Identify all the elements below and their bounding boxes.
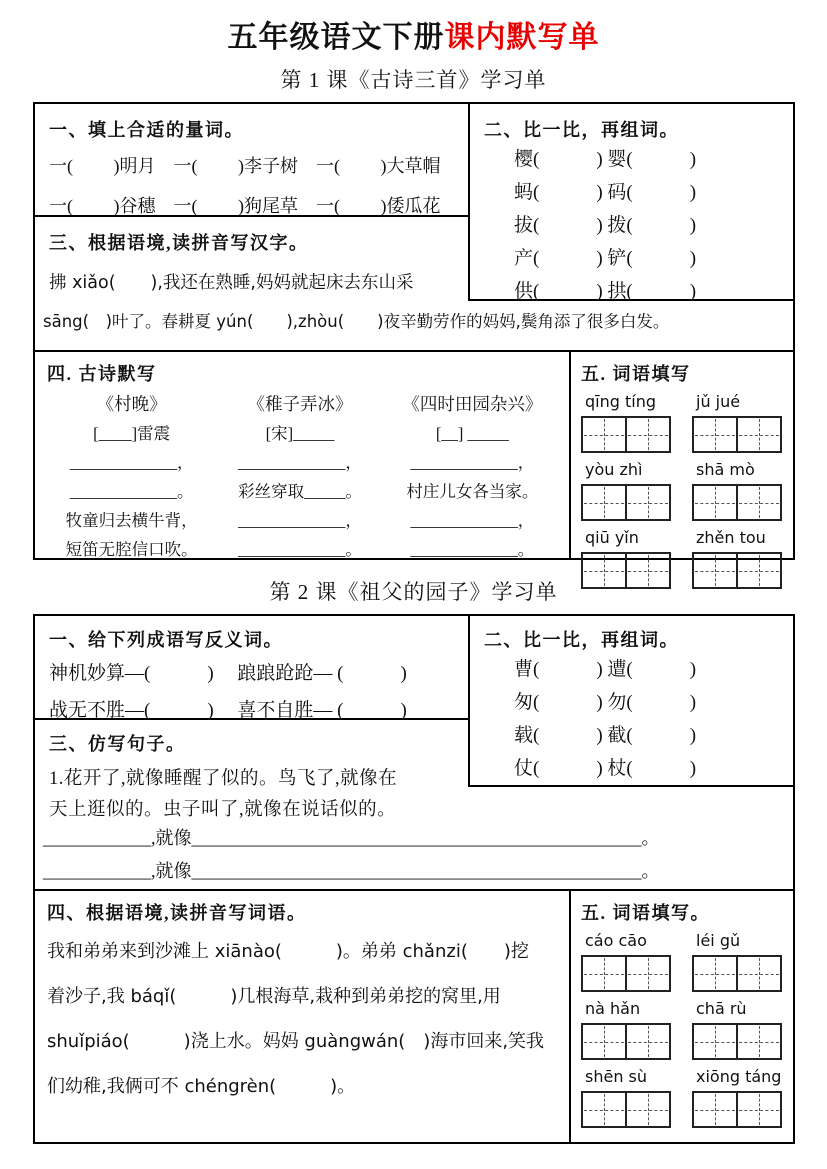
word-pinyin: zhěn tou	[696, 528, 766, 547]
character-writing-boxes	[692, 1023, 787, 1060]
page-title-red: 课内默写单	[444, 21, 600, 54]
word-pinyin: xiōng táng	[696, 1067, 782, 1086]
character-writing-boxes	[581, 484, 676, 521]
word-pair-line: 曹( ) 遭( )	[514, 659, 697, 680]
word-pinyin: qiū yǐn	[585, 528, 639, 547]
word-pair-line: 载( ) 截( )	[514, 725, 697, 746]
l1-section4-poem-dictation	[35, 352, 571, 558]
fill-blank-line: ____________,就像__________________________________________________。	[43, 828, 660, 848]
word-writing-grid	[581, 392, 787, 589]
word-pinyin: chā rù	[696, 999, 747, 1018]
tianzige-cell	[581, 484, 627, 521]
poem-line: _____________。	[410, 540, 535, 559]
pinyin-sentence-line: 我和弟弟来到沙滩上 xiānào( )。弟弟 chǎnzi( )挖	[47, 941, 529, 962]
poem-line: 村庄儿女各当家。	[406, 482, 539, 501]
l2-section1-title: 一、给下列成语写反义词。	[49, 630, 283, 650]
l2-section3-blanks	[35, 822, 793, 888]
tianzige-cell	[736, 416, 782, 453]
poem-line: _____________。	[69, 482, 194, 501]
poem-title: 《稚子弄冰》	[247, 394, 353, 414]
lesson1-worksheet-box	[33, 102, 795, 560]
character-writing-boxes	[581, 552, 676, 589]
l1-section3-pinyin-to-hanzi	[35, 217, 468, 294]
character-writing-boxes	[692, 955, 787, 992]
l1-section2-title: 二、比一比，再组词。	[484, 120, 679, 140]
word-pinyin: qīng tíng	[585, 392, 656, 411]
word-item	[692, 1067, 787, 1128]
l1-section5-word-writing	[571, 352, 793, 558]
tianzige-cell	[581, 1091, 627, 1128]
pinyin-sentence-line: shuǐpiáo( )浇上水。妈妈 guàngwán( )海市回来,笑我	[47, 1031, 545, 1052]
l2-section2-title: 二、比一比，再组词。	[484, 630, 679, 650]
tianzige-cell	[625, 1091, 671, 1128]
poem-zhizi-nongbing	[216, 390, 383, 564]
l2-section4-pinyin-to-words	[35, 891, 571, 1142]
word-pinyin: yòu zhì	[585, 460, 643, 479]
tianzige-cell	[692, 1023, 738, 1060]
word-item	[581, 931, 676, 992]
l2-section2-word-compare	[468, 616, 793, 787]
poem-author: [____]雷震	[93, 424, 171, 443]
tianzige-cell	[692, 552, 738, 589]
poem-title: 《村晚》	[96, 394, 167, 414]
tianzige-cell	[692, 484, 738, 521]
pinyin-sentence-line: 们幼稚,我俩可不 chéngrèn( )。	[47, 1076, 356, 1097]
word-item	[581, 528, 676, 589]
character-writing-boxes	[581, 1023, 676, 1060]
character-writing-boxes	[692, 552, 787, 589]
tianzige-cell	[736, 1023, 782, 1060]
poem-columns	[47, 390, 561, 564]
character-writing-boxes	[581, 955, 676, 992]
word-pair-line: 匆( ) 勿( )	[514, 692, 697, 713]
tianzige-cell	[736, 484, 782, 521]
poem-line: _____________。	[238, 540, 362, 559]
character-writing-boxes	[692, 484, 787, 521]
word-pair-line: 仗( ) 杖( )	[514, 758, 697, 779]
poem-line: _____________，	[410, 453, 535, 472]
word-pinyin: shā mò	[696, 460, 755, 479]
l2-section1-antonyms	[35, 616, 468, 720]
lesson1-heading: 第 1 课《古诗三首》学习单	[280, 68, 547, 92]
poem-author: [__] _____	[435, 424, 509, 443]
tianzige-cell	[736, 1091, 782, 1128]
fill-blank-line: ____________,就像__________________________________________________。	[43, 861, 660, 881]
word-pinyin: jǔ jué	[696, 392, 741, 411]
word-item	[692, 999, 787, 1060]
tianzige-cell	[625, 484, 671, 521]
character-writing-boxes	[692, 1091, 787, 1128]
word-item	[692, 460, 787, 521]
character-writing-boxes	[581, 1091, 676, 1128]
pinyin-sentence-line: 着沙子,我 báqǐ( )几根海草,栽种到弟弟挖的窝里,用	[47, 986, 501, 1007]
page-title	[0, 0, 827, 52]
word-item	[692, 528, 787, 589]
tianzige-cell	[736, 955, 782, 992]
l2-section5-word-writing	[571, 891, 793, 1142]
tianzige-cell	[581, 552, 627, 589]
fill-blank-line: 一( )谷穗 一( )狗尾草 一( )倭瓜花	[49, 196, 441, 216]
l2-section3-title: 三、仿写句子。	[49, 734, 186, 754]
word-item	[581, 460, 676, 521]
l1-section2-word-compare	[468, 104, 793, 301]
tianzige-cell	[692, 955, 738, 992]
character-writing-boxes	[692, 416, 787, 453]
tianzige-cell	[581, 1023, 627, 1060]
word-pinyin: léi gǔ	[696, 931, 741, 950]
l1-section3-title: 三、根据语境,读拼音写汉字。	[49, 233, 309, 253]
tianzige-cell	[625, 552, 671, 589]
tianzige-cell	[625, 416, 671, 453]
character-writing-boxes	[581, 416, 676, 453]
tianzige-cell	[625, 955, 671, 992]
poem-line: 牧童归去横牛背，	[65, 511, 198, 530]
poem-cunwan	[47, 390, 216, 564]
tianzige-cell	[581, 955, 627, 992]
poem-title: 《四时田园杂兴》	[402, 394, 543, 414]
tianzige-cell	[736, 552, 782, 589]
l2-bottom-row	[35, 889, 793, 1142]
word-pair-line: 拔( ) 拨( )	[514, 215, 697, 236]
pinyin-sentence-line: sāng( )叶了。春耕夏 yún( ),zhòu( )夜辛勤劳作的妈妈,鬓角添了很多白发。	[43, 312, 670, 331]
tianzige-cell	[581, 416, 627, 453]
word-pinyin: shēn sù	[585, 1067, 648, 1086]
fill-blank-line: 神机妙算—( ) 踉踉跄跄— ( )	[49, 663, 407, 684]
l1-bottom-row	[35, 350, 793, 558]
word-writing-grid	[581, 931, 787, 1128]
poem-line: _____________，	[238, 511, 362, 530]
tianzige-cell	[692, 416, 738, 453]
word-item	[581, 1067, 676, 1128]
word-item	[581, 999, 676, 1060]
word-pinyin: cáo cāo	[585, 931, 647, 950]
l2-section5-title: 五. 词语填写。	[581, 903, 710, 923]
l1-section1-quantifiers	[35, 104, 468, 217]
page-title-black: 五年级语文下册	[227, 21, 445, 54]
l2-section4-title: 四、根据语境,读拼音写词语。	[47, 903, 307, 923]
word-pair-line: 供( ) 拱( )	[514, 281, 697, 302]
poem-sishi-tianyuan	[384, 390, 561, 564]
lesson2-worksheet-box	[33, 614, 795, 1144]
lesson2-heading: 第 2 课《祖父的园子》学习单	[269, 580, 558, 604]
word-pinyin: nà hǎn	[585, 999, 641, 1018]
l1-section4-title: 四. 古诗默写	[47, 364, 157, 384]
fill-blank-line: 战无不胜—( ) 喜不自胜— ( )	[49, 700, 407, 721]
fill-blank-line: 一( )明月 一( )李子树 一( )大草帽	[49, 156, 441, 176]
poem-line: 短笛无腔信口吹。	[65, 540, 198, 559]
word-pair-line: 蚂( ) 码( )	[514, 182, 697, 203]
poem-author: [宋]_____	[265, 424, 335, 443]
example-sentence-line: 1.花开了,就像睡醒了似的。鸟飞了,就像在	[49, 769, 398, 789]
poem-line: 彩丝穿取_____。	[238, 482, 362, 501]
l1-section1-title: 一、填上合适的量词。	[49, 120, 244, 140]
poem-line: _____________，	[238, 453, 362, 472]
word-item	[692, 931, 787, 992]
word-pair-line: 樱( ) 婴( )	[514, 149, 697, 170]
poem-line: _____________，	[69, 453, 194, 472]
word-item	[692, 392, 787, 453]
word-pair-line: 产( ) 铲( )	[514, 248, 697, 269]
pinyin-sentence-line: 拂 xiǎo( ),我还在熟睡,妈妈就起床去东山采	[49, 273, 414, 293]
tianzige-cell	[625, 1023, 671, 1060]
poem-line: _____________，	[410, 511, 535, 530]
l1-section5-title: 五. 词语填写	[581, 364, 691, 384]
word-item	[581, 392, 676, 453]
example-sentence-line: 天上逛似的。虫子叫了,就像在说话似的。	[49, 800, 397, 820]
tianzige-cell	[692, 1091, 738, 1128]
l2-section3-sentence-mimic	[35, 720, 475, 826]
